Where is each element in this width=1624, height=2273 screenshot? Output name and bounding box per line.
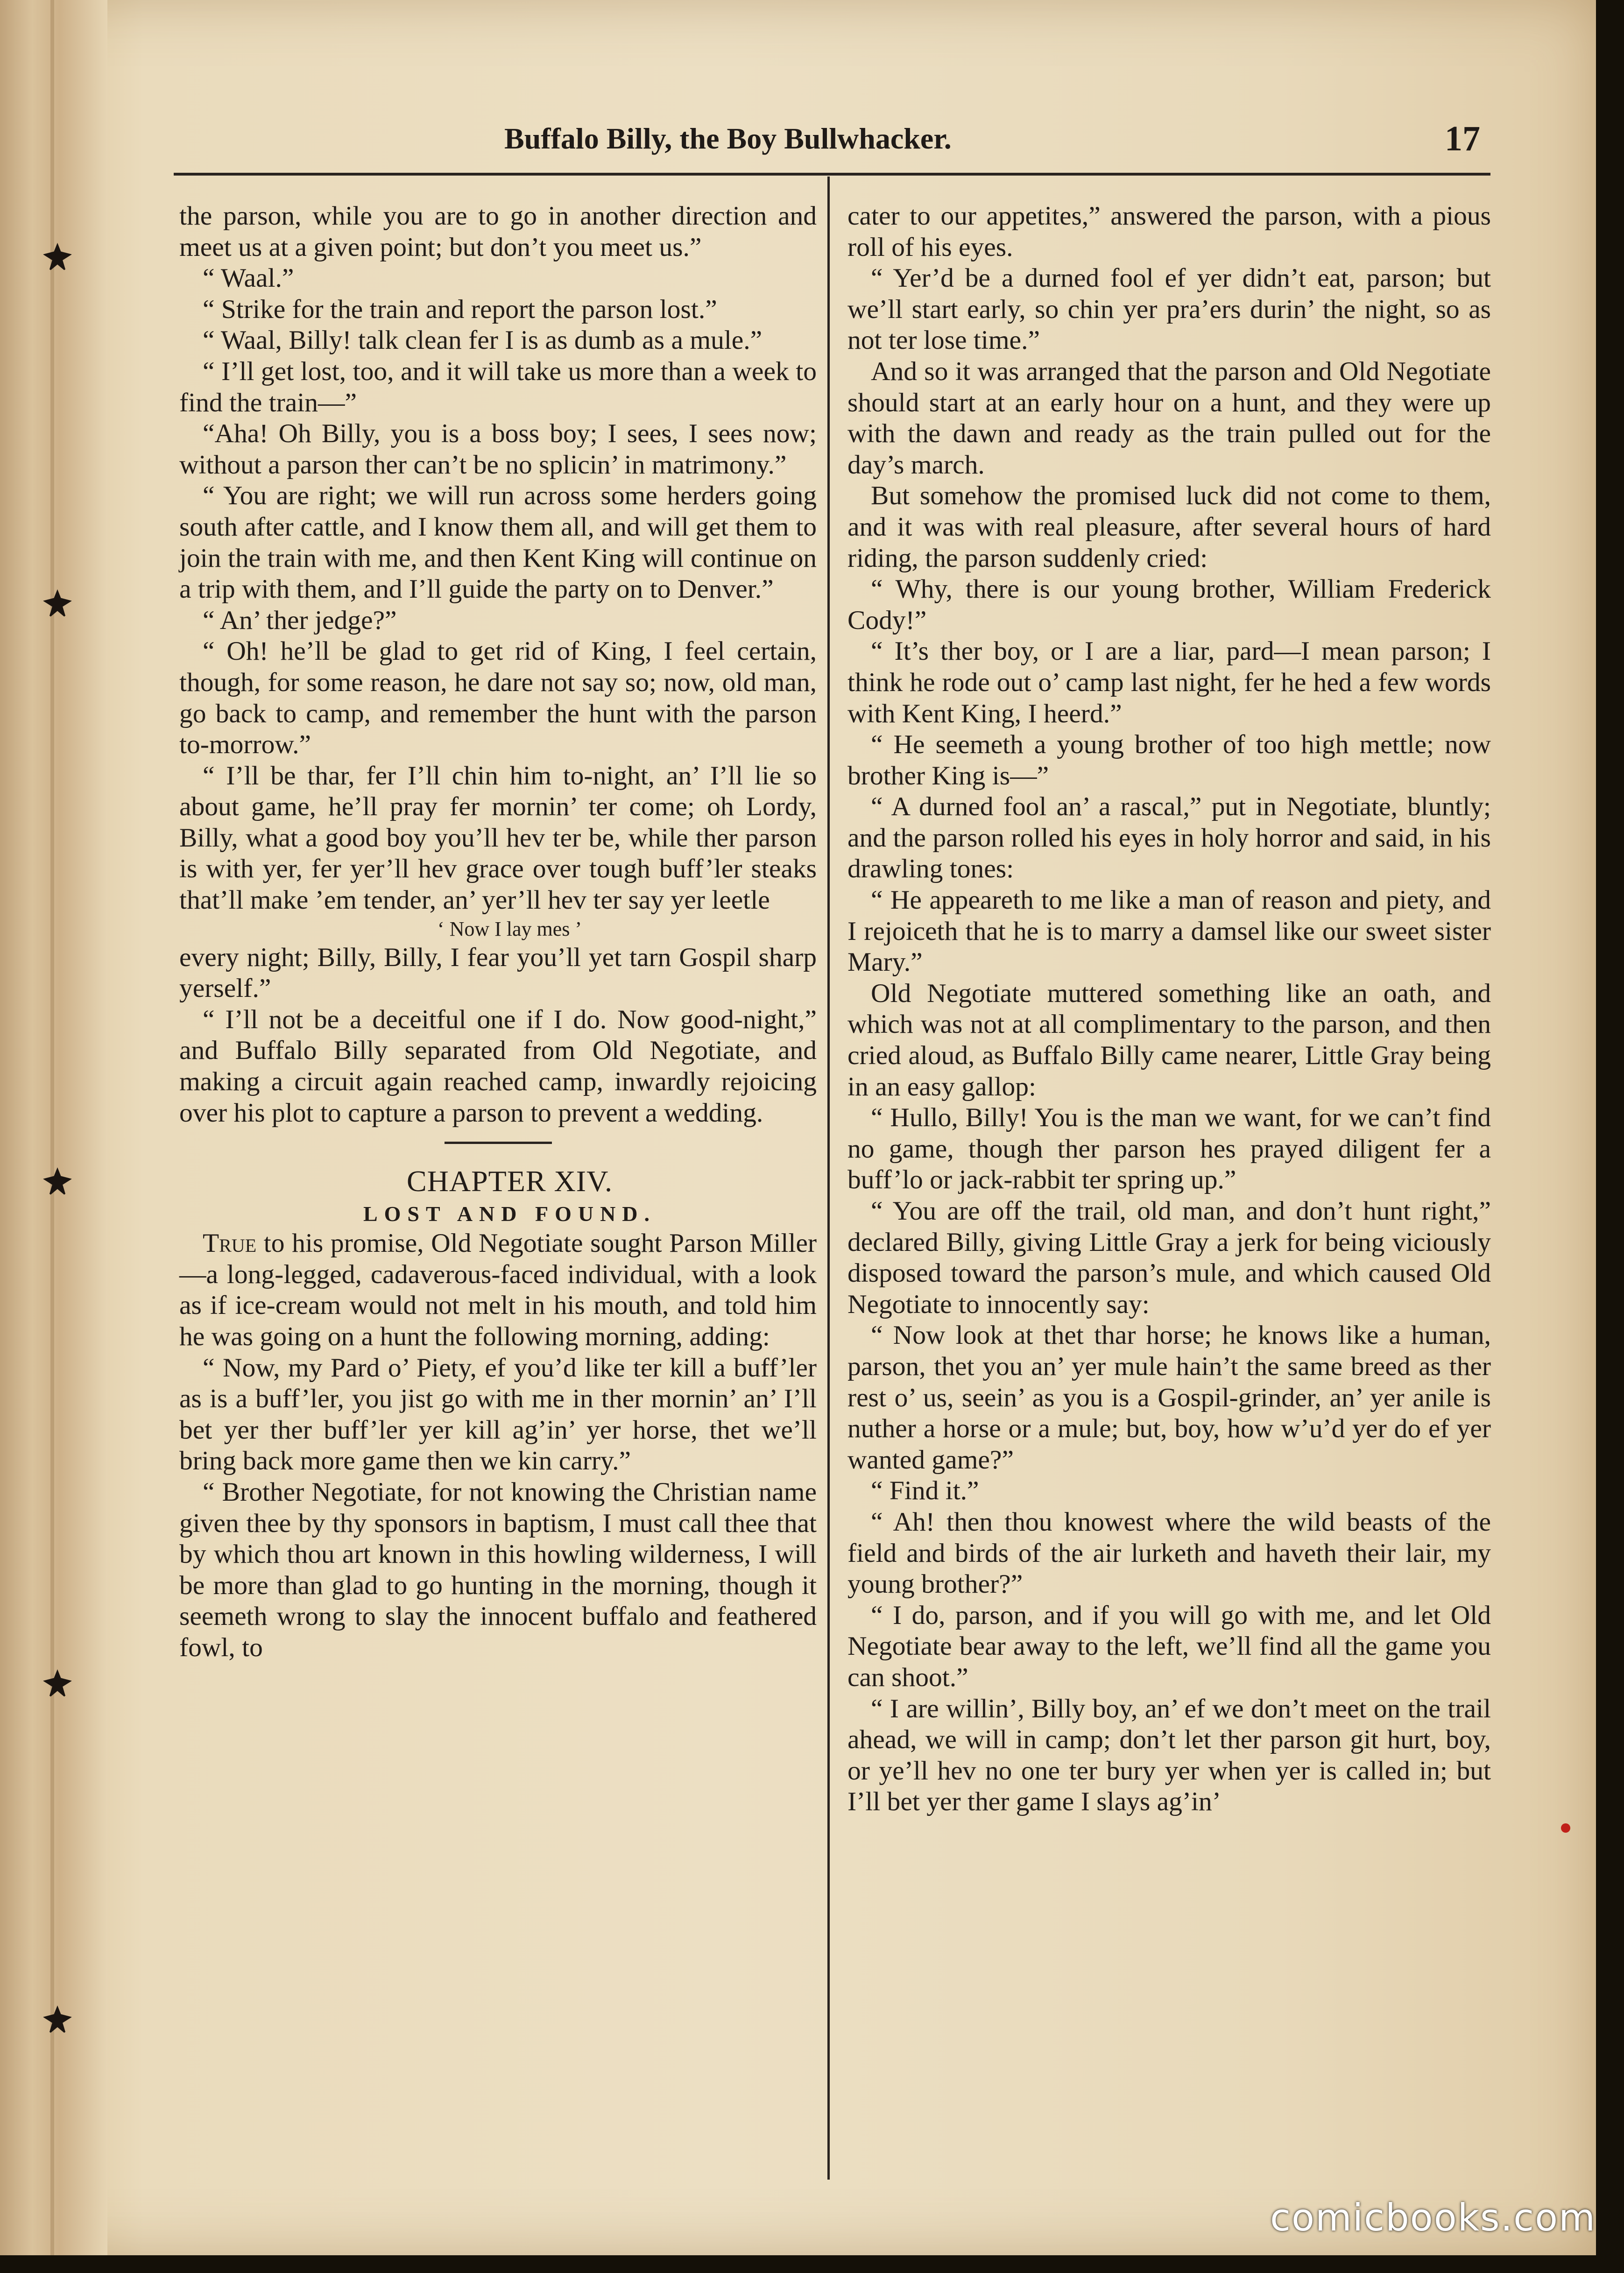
ink-mark [1561, 1823, 1570, 1833]
paragraph: But somehow the promised luck did not come to them, and it was with real pleasure, after several hours of hard riding, the parson suddenly cried: [847, 481, 1491, 573]
section-rule [445, 1142, 552, 1144]
paragraph: “ Waal, Billy! talk clean fer I is as dumb as a mule.” [203, 325, 763, 355]
paragraph: “ Brother Negotiate, for not knowing the Christian name given thee by thy sponsors in baptism, I must call thee that by which thou art known in this howling wilderness, I will be more than glad to go hunting in the morning, though it seemeth wrong to slay the innocent buffalo and feathered fowl, to [179, 1477, 817, 1662]
paragraph: “ Oh! he’ll be glad to get rid of King, I feel certain, though, for some reason, he dare not say so; now, old man, go back to camp, and remember the hunt with the parson to-morrow.” [179, 636, 817, 760]
chapter-subtitle: LOST AND FOUND. [363, 1202, 657, 1226]
column-divider [827, 176, 830, 2180]
paragraph: “ He appeareth to me like a man of reason and piety, and I rejoiceth that he is to marry a damsel like our sweet sister Mary.” [847, 885, 1491, 977]
left-column [179, 201, 817, 1664]
paragraph: “ You are off the trail, old man, and don’t hunt right,” declared Billy, giving Little Gray a jerk for being viciously disposed toward the parson’s mule, and which caused Old Negotiate to innocently say: [847, 1196, 1491, 1319]
paragraph: “Aha! Oh Billy, you is a boss boy; I sees, I sees now; without a parson ther can’t be no splicin’ in matrimony.” [179, 419, 817, 480]
paragraph: “ Hullo, Billy! You is the man we want, for we can’t find no game, though ther parson hes prayed diligent fer a buff’lo or jack-rabbit ter spring up.” [847, 1103, 1491, 1195]
paragraph: “ An’ ther jedge?” [203, 605, 397, 635]
paragraph: “ Now look at thet thar horse; he knows like a human, parson, thet you an’ yer mule hain’t the same breed as ther rest o’ us, seein’ as you is a Gospil-grinder, an’ yer anile is nuther a horse or a mule; but, boy, how w’u’d yer do ef yer wanted game?” [847, 1320, 1491, 1475]
paragraph: every night; Billy, Billy, I fear you’ll yet tarn Gospil sharp yerself.” [179, 942, 817, 1003]
paragraph-text: to his promise, Old Negotiate sought Parson Miller—a long-legged, cadaverous-faced individual, with a look as if ice-cream would not melt in his mouth, and told him he was going on a hunt the following morning, adding: [179, 1228, 817, 1351]
paragraph: “ Strike for the train and report the parson lost.” [203, 294, 717, 324]
running-title: Buffalo Billy, the Boy Bullwhacker. [504, 122, 952, 155]
paragraph: “ I’ll not be a deceitful one if I do. Now good-night,” and Buffalo Billy separated from Old Negotiate, and making a circuit again reached camp, inwardly rejoicing over his plot to capture a parson to prevent a wedding. [179, 1004, 817, 1128]
paragraph: cater to our appetites,” answered the parson, with a pious roll of his eyes. [847, 201, 1491, 262]
song-quote: ‘ Now I lay mes ’ [437, 917, 582, 940]
paragraph: “ Yer’d be a durned fool ef yer didn’t eat, parson; but we’ll start early, so chin yer pra’ers durin’ the night, so as not ter lose time.” [847, 263, 1491, 355]
site-watermark: comicbooks.com [1270, 2196, 1596, 2239]
paragraph: “ Find it.” [871, 1476, 979, 1506]
paragraph: “ You are right; we will run across some herders going south after cattle, and I know them all, and will get them to join the train with me, and then Kent King will continue on a trip with them, and I’ll guide the party on to Denver.” [179, 481, 817, 604]
paragraph: “ He seemeth a young brother of too high mettle; now brother King is—” [847, 730, 1491, 791]
header-rule [174, 173, 1490, 176]
paragraph: “ Waal.” [203, 263, 294, 293]
paragraph: And so it was arranged that the parson and Old Negotiate should start at an early hour on a hunt, and they were up with the dawn and ready as the train pulled out for the day’s march. [847, 356, 1491, 480]
paragraph: “ Now, my Pard o’ Piety, ef you’d like ter kill a buff’ler as is a buff’ler, you jist go with me in ther mornin’ an’ I’ll bet yer ther buff’ler yer kill ag’in’ yer horse, thet we’ll bring back more game then we kin carry.” [179, 1353, 817, 1476]
paragraph: “ I’ll get lost, too, and it will take us more than a week to find the train—” [179, 356, 817, 417]
chapter-title: CHAPTER XIV. [406, 1165, 613, 1198]
paragraph: “ A durned fool an’ a rascal,” put in Negotiate, bluntly; and the parson rolled his eyes in holy horror and said, in his drawling tones: [847, 792, 1491, 884]
paragraph: “ I do, parson, and if you will go with me, and let Old Negotiate bear away to the left, we’ll find all the game you can shoot.” [847, 1600, 1491, 1692]
page-number: 17 [1445, 119, 1480, 158]
paragraph [179, 1228, 817, 1352]
paragraph: “ Ah! then thou knowest where the wild beasts of the field and birds of the air lurketh and haveth their lair, my young brother?” [847, 1507, 1491, 1599]
running-header [504, 121, 1480, 156]
paragraph: “ I are willin’, Billy boy, an’ ef we don’t meet on the trail ahead, we will in camp; don’t let ther parson git hurt, boy, or ye’ll hev no one ter bury yer when yer is called in; but I’ll bet yer ther game I slays ag’in’ [847, 1694, 1491, 1817]
lead-word: True [203, 1228, 257, 1258]
gutter-crease [50, 0, 54, 2255]
paragraph: Old Negotiate muttered something like an oath, and which was not at all complimentary to the parson, and then cried aloud, as Buffalo Billy came nearer, Little Gray being in an easy gallop: [847, 978, 1491, 1101]
paragraph: “ I’ll be thar, fer I’ll chin him to-night, an’ I’ll lie so about game, he’ll pray fer mornin’ ter come; oh Lordy, Billy, what a good boy you’ll hev ter be, while ther parson is with yer, fer yer’ll hev grace over tough buff’ler steaks that’ll make ’em tender, an’ yer’ll hev ter say yer leetle [179, 761, 817, 915]
paragraph: the parson, while you are to go in another direction and meet us at a given point; but don’t you meet us.” [179, 201, 817, 262]
paragraph: “ Why, there is our young brother, William Frederick Cody!” [847, 574, 1491, 635]
right-column [847, 201, 1491, 1818]
paragraph: “ It’s ther boy, or I are a liar, pard—I mean parson; I think he rode out o’ camp last night, fer he hed a few words with Kent King, I heerd.” [847, 636, 1491, 728]
